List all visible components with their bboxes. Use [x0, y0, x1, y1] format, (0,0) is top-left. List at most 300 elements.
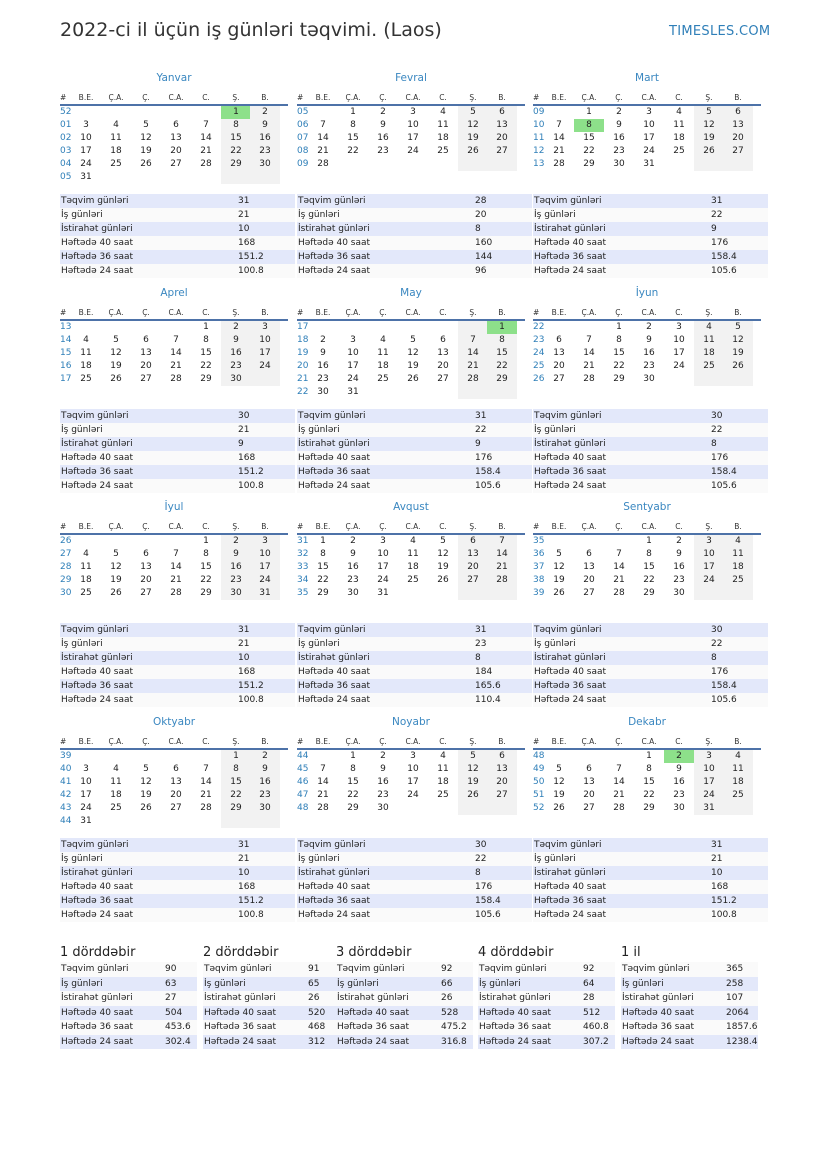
stat-row: [60, 880, 295, 894]
week-row: [533, 145, 761, 158]
stat-row: [297, 250, 532, 264]
day-cell: 18: [694, 347, 724, 360]
day-cell: 17: [407, 133, 419, 143]
day-cell: 10: [347, 348, 359, 358]
stat-value: 176: [475, 882, 493, 892]
stat-row: [203, 1035, 340, 1050]
stat-row: [297, 908, 532, 922]
stat-label: Həftədə 40 saat: [61, 882, 134, 892]
weekday-header: B.: [261, 308, 269, 317]
day-cell: 24: [407, 790, 419, 800]
stat-row: [533, 437, 768, 451]
day-cell: [487, 386, 517, 399]
day-cell: [250, 373, 280, 386]
day-cell: 14: [317, 777, 329, 787]
day-cell: 9: [250, 763, 280, 776]
day-cell: 29: [221, 802, 251, 815]
calendar-grid: [60, 521, 288, 600]
stat-row: [533, 423, 768, 437]
stat-value: 9: [711, 224, 717, 234]
stat-label: Həftədə 24 saat: [298, 481, 371, 491]
day-cell: 30: [377, 803, 389, 813]
day-cell: 20: [583, 575, 595, 585]
day-cell: 15: [347, 133, 359, 143]
day-cell: 29: [200, 588, 212, 598]
stat-row: [533, 693, 768, 707]
week-row: [297, 763, 525, 776]
weekday-header: Ç.: [142, 737, 150, 746]
stat-row: [60, 250, 295, 264]
month-stats: [533, 623, 768, 707]
week-row: [533, 334, 761, 347]
stat-value: 158.4: [475, 467, 501, 477]
week-row: [297, 360, 525, 373]
day-cell: 5: [113, 335, 119, 345]
weekday-header-row: [533, 92, 761, 106]
day-cell: 5: [113, 549, 119, 559]
stat-label: Təqvim günləri: [534, 840, 602, 850]
week-row: [533, 802, 761, 815]
day-cell: 1: [203, 536, 209, 546]
stat-value: 31: [238, 196, 250, 206]
stat-value: 92: [583, 964, 595, 974]
stat-label: Həftədə 40 saat: [534, 882, 607, 892]
day-cell: 5: [410, 335, 416, 345]
day-cell: 12: [140, 777, 152, 787]
stat-value: 365: [726, 964, 744, 974]
day-cell: 1: [646, 536, 652, 546]
stat-value: 100.8: [238, 910, 264, 920]
day-cell: 24: [250, 360, 280, 373]
quarter-summary: [336, 944, 473, 1049]
day-cell: 13: [458, 548, 488, 561]
month-stats: [297, 409, 532, 493]
day-cell: 5: [458, 106, 488, 119]
stat-row: [478, 991, 615, 1006]
day-cell: 24: [377, 575, 389, 585]
day-cell: 2: [320, 335, 326, 345]
stat-value: 30: [475, 840, 487, 850]
day-cell: 24: [407, 146, 419, 156]
day-cell: 31: [80, 816, 92, 826]
day-cell: 28: [487, 574, 517, 587]
week-number: 14: [60, 335, 72, 345]
stat-label: Həftədə 40 saat: [479, 1007, 552, 1018]
week-number: 42: [60, 790, 72, 800]
month-name: İyun: [635, 287, 659, 299]
weekday-header: #: [533, 737, 540, 746]
day-cell: 9: [350, 549, 356, 559]
weekday-header: B.: [734, 308, 742, 317]
stat-row: [533, 852, 768, 866]
day-cell: 7: [320, 120, 326, 130]
stat-value: 184: [475, 667, 493, 677]
stat-row: [336, 1035, 473, 1050]
day-cell: 17: [80, 146, 92, 156]
week-number: 32: [297, 549, 309, 559]
stat-label: İş günləri: [61, 210, 103, 220]
stat-label: Təqvim günləri: [534, 196, 602, 206]
day-cell: 25: [437, 790, 449, 800]
week-row: [533, 360, 761, 373]
day-cell: 18: [673, 133, 685, 143]
week-row: [297, 548, 525, 561]
stat-value: 21: [238, 425, 250, 435]
day-cell: [221, 815, 251, 828]
day-cell: 21: [487, 561, 517, 574]
day-cell: 3: [83, 764, 89, 774]
day-cell: [458, 321, 488, 334]
day-cell: 25: [80, 374, 92, 384]
week-row: [60, 561, 288, 574]
week-row: [533, 535, 761, 548]
weekday-header: B.E.: [78, 737, 94, 746]
stat-label: Həftədə 40 saat: [298, 882, 371, 892]
week-row: [533, 587, 761, 600]
week-number: 20: [297, 361, 309, 371]
week-row: [60, 145, 288, 158]
day-cell: 23: [643, 361, 655, 371]
stat-value: 258: [726, 978, 744, 989]
month-name: İyul: [164, 501, 184, 513]
week-number: 25: [533, 361, 545, 371]
day-cell: 5: [440, 536, 446, 546]
day-cell: 5: [556, 764, 562, 774]
day-cell: 6: [440, 335, 446, 345]
week-row: [533, 119, 761, 132]
stat-value: 176: [711, 667, 729, 677]
month-stats: [60, 194, 295, 278]
stat-value: 8: [475, 868, 481, 878]
weekday-header: C.: [675, 93, 683, 102]
day-cell: 3: [380, 536, 386, 546]
day-cell: 17: [80, 790, 92, 800]
day-cell: 16: [317, 361, 329, 371]
day-cell: 18: [723, 776, 753, 789]
day-cell: 4: [83, 549, 89, 559]
stat-row: [60, 423, 295, 437]
weekday-header: Ç.A.: [345, 737, 361, 746]
day-cell: 8: [221, 119, 251, 132]
weekday-header: B.E.: [315, 308, 331, 317]
stat-row: [533, 894, 768, 908]
stat-row: [478, 962, 615, 977]
quarter-stats: [60, 962, 197, 1049]
day-cell: 26: [553, 588, 565, 598]
stat-label: Həftədə 24 saat: [534, 910, 607, 920]
stat-label: İş günləri: [298, 425, 340, 435]
stat-label: Həftədə 40 saat: [622, 1007, 695, 1018]
day-cell: 3: [83, 120, 89, 130]
day-cell: 20: [583, 790, 595, 800]
stat-value: 31: [238, 840, 250, 850]
weekday-header: C.A.: [405, 522, 421, 531]
stat-value: 158.4: [711, 467, 737, 477]
stat-label: Təqvim günləri: [61, 411, 129, 421]
week-row: [533, 158, 761, 171]
stat-row: [60, 479, 295, 493]
month-stats: [533, 409, 768, 493]
week-row: [60, 106, 288, 119]
week-number: 04: [60, 159, 72, 169]
stat-label: Həftədə 24 saat: [337, 1036, 410, 1047]
week-row: [533, 763, 761, 776]
stat-value: 468: [308, 1022, 326, 1032]
stat-row: [297, 651, 532, 665]
day-cell: 14: [487, 548, 517, 561]
calendar-grid: [297, 736, 525, 815]
weekday-header: Ş.: [469, 522, 477, 531]
day-cell: 20: [553, 361, 565, 371]
day-cell: 15: [613, 348, 625, 358]
day-cell: 24: [643, 146, 655, 156]
week-row: [297, 106, 525, 119]
stat-label: Həftədə 40 saat: [534, 453, 607, 463]
day-cell: 1: [646, 751, 652, 761]
week-number: 01: [60, 120, 72, 130]
weekday-header: C.: [202, 308, 210, 317]
stat-row: [60, 991, 197, 1006]
day-cell: 24: [347, 374, 359, 384]
day-cell: 24: [80, 803, 92, 813]
day-cell: [694, 373, 724, 386]
month-stats: [297, 194, 532, 278]
week-number: 29: [60, 575, 72, 585]
stat-label: Həftədə 24 saat: [61, 910, 134, 920]
day-cell: 14: [170, 348, 182, 358]
week-row: [60, 763, 288, 776]
calendar-grid: [297, 307, 525, 399]
day-cell: 20: [170, 146, 182, 156]
stat-row: [297, 894, 532, 908]
day-cell: 31: [377, 588, 389, 598]
stat-label: Həftədə 40 saat: [298, 667, 371, 677]
day-cell: 29: [487, 373, 517, 386]
stat-row: [297, 479, 532, 493]
month-name: Mart: [635, 72, 659, 84]
stat-row: [533, 679, 768, 693]
week-row: [60, 574, 288, 587]
day-cell: 3: [350, 335, 356, 345]
day-cell: 11: [110, 133, 122, 143]
stat-label: İş günləri: [61, 978, 103, 989]
week-row: [297, 386, 525, 399]
day-cell: 16: [221, 561, 251, 574]
day-cell: 8: [574, 119, 604, 132]
stat-row: [336, 991, 473, 1006]
weekday-header: C.A.: [168, 308, 184, 317]
stat-row: [60, 1006, 197, 1021]
weekday-header: C.: [202, 93, 210, 102]
day-cell: 10: [694, 548, 724, 561]
stat-value: 453.6: [165, 1022, 191, 1032]
stat-row: [60, 451, 295, 465]
day-cell: 11: [80, 348, 92, 358]
day-cell: 31: [643, 159, 655, 169]
day-cell: [458, 158, 488, 171]
week-row: [297, 561, 525, 574]
day-cell: 1: [487, 321, 517, 334]
week-row: [297, 535, 525, 548]
day-cell: 16: [221, 347, 251, 360]
weekday-header: Ç.: [615, 93, 623, 102]
month-name: Fevral: [395, 72, 427, 84]
stat-value: 168: [711, 882, 729, 892]
stat-value: 21: [238, 639, 250, 649]
weekday-header: C.A.: [168, 737, 184, 746]
stat-value: 66: [441, 978, 453, 989]
day-cell: [250, 171, 280, 184]
day-cell: 17: [407, 777, 419, 787]
quarter-title: 3 dörddəbir: [336, 945, 412, 960]
day-cell: 19: [723, 347, 753, 360]
stat-row: [533, 479, 768, 493]
day-cell: 4: [380, 335, 386, 345]
stat-label: İş günləri: [534, 854, 576, 864]
stat-value: 27: [165, 993, 177, 1003]
day-cell: 7: [173, 335, 179, 345]
stat-row: [60, 222, 295, 236]
day-cell: 1: [350, 751, 356, 761]
stat-value: 31: [711, 196, 723, 206]
week-row: [533, 347, 761, 360]
weekday-header-row: [533, 736, 761, 750]
stat-row: [60, 894, 295, 908]
week-row: [60, 535, 288, 548]
day-cell: 21: [317, 790, 329, 800]
week-row: [60, 750, 288, 763]
day-cell: 11: [694, 334, 724, 347]
day-cell: 2: [380, 751, 386, 761]
stat-label: Həftədə 36 saat: [298, 681, 371, 691]
day-cell: 1: [320, 536, 326, 546]
calendar-grid: [533, 736, 761, 815]
stat-value: 105.6: [711, 695, 737, 705]
stat-value: 168: [238, 882, 256, 892]
weekday-header: C.: [675, 308, 683, 317]
weekday-header: B.: [261, 737, 269, 746]
week-number: 49: [533, 764, 545, 774]
stat-row: [297, 665, 532, 679]
week-number: 21: [297, 374, 309, 384]
day-cell: 21: [317, 146, 329, 156]
stat-value: 312: [308, 1036, 326, 1047]
stat-label: Təqvim günləri: [622, 964, 690, 974]
day-cell: 18: [437, 777, 449, 787]
day-cell: 15: [200, 562, 212, 572]
weekday-header: C.A.: [641, 737, 657, 746]
weekday-header: C.A.: [168, 93, 184, 102]
weekday-header: B.E.: [551, 522, 567, 531]
week-number: 13: [60, 322, 72, 332]
day-cell: 22: [221, 789, 251, 802]
weekday-header: Ç.A.: [345, 522, 361, 531]
week-row: [533, 373, 761, 386]
stat-row: [60, 637, 295, 651]
day-cell: 19: [694, 132, 724, 145]
week-number: 38: [533, 575, 545, 585]
day-cell: [723, 802, 753, 815]
stat-value: 21: [711, 854, 723, 864]
stat-value: 22: [711, 425, 723, 435]
weekday-header: Ç.A.: [108, 308, 124, 317]
day-cell: 29: [583, 159, 595, 169]
day-cell: [458, 386, 488, 399]
stat-value: 151.2: [238, 896, 264, 906]
stat-label: Həftədə 24 saat: [479, 1036, 552, 1047]
weekday-header: B.: [498, 737, 506, 746]
quarter-stats: [478, 962, 615, 1049]
week-number: 11: [533, 133, 545, 143]
stat-row: [60, 651, 295, 665]
stat-row: [60, 264, 295, 278]
stat-value: 1238.4: [726, 1036, 758, 1047]
stat-row: [60, 437, 295, 451]
week-row: [60, 347, 288, 360]
brand-link[interactable]: TIMESLES.COM: [669, 24, 771, 39]
day-cell: 22: [643, 790, 655, 800]
day-cell: 30: [250, 802, 280, 815]
weekday-header: #: [533, 522, 540, 531]
week-row: [60, 587, 288, 600]
stat-row: [533, 465, 768, 479]
stat-value: 160: [475, 238, 493, 248]
stat-label: Həftədə 24 saat: [204, 1036, 277, 1047]
month-name: Noyabr: [392, 716, 430, 728]
stat-label: İş günləri: [534, 210, 576, 220]
stat-label: Həftədə 40 saat: [534, 667, 607, 677]
week-row: [60, 802, 288, 815]
day-cell: 23: [673, 575, 685, 585]
week-number: 48: [297, 803, 309, 813]
stat-row: [533, 208, 768, 222]
week-number: 18: [297, 335, 309, 345]
stat-row: [621, 977, 758, 992]
stat-label: Həftədə 40 saat: [61, 1007, 134, 1018]
weekday-header: Ş.: [469, 737, 477, 746]
stat-row: [533, 623, 768, 637]
day-cell: 31: [694, 802, 724, 815]
stat-label: Həftədə 40 saat: [337, 1007, 410, 1018]
stat-label: Təqvim günləri: [534, 625, 602, 635]
day-cell: 14: [458, 347, 488, 360]
week-row: [297, 776, 525, 789]
day-cell: 16: [347, 562, 359, 572]
week-row: [297, 145, 525, 158]
day-cell: 13: [583, 562, 595, 572]
day-cell: 8: [646, 549, 652, 559]
weekday-header: Ç.A.: [581, 522, 597, 531]
day-cell: 3: [250, 535, 280, 548]
day-cell: 7: [173, 549, 179, 559]
stat-label: Həftədə 24 saat: [298, 695, 371, 705]
weekday-header: B.E.: [551, 737, 567, 746]
week-number: 37: [533, 562, 545, 572]
week-number: 36: [533, 549, 545, 559]
month-stats: [297, 623, 532, 707]
week-number: 22: [297, 387, 309, 397]
day-cell: 9: [320, 348, 326, 358]
weekday-header: Ç.A.: [345, 308, 361, 317]
stat-row: [336, 1020, 473, 1035]
weekday-header: B.E.: [551, 93, 567, 102]
day-cell: 7: [616, 764, 622, 774]
weekday-header: Ş.: [232, 93, 240, 102]
day-cell: 27: [487, 145, 517, 158]
stat-label: Həftədə 36 saat: [61, 1022, 134, 1032]
stat-row: [533, 451, 768, 465]
weekday-header: #: [533, 308, 540, 317]
